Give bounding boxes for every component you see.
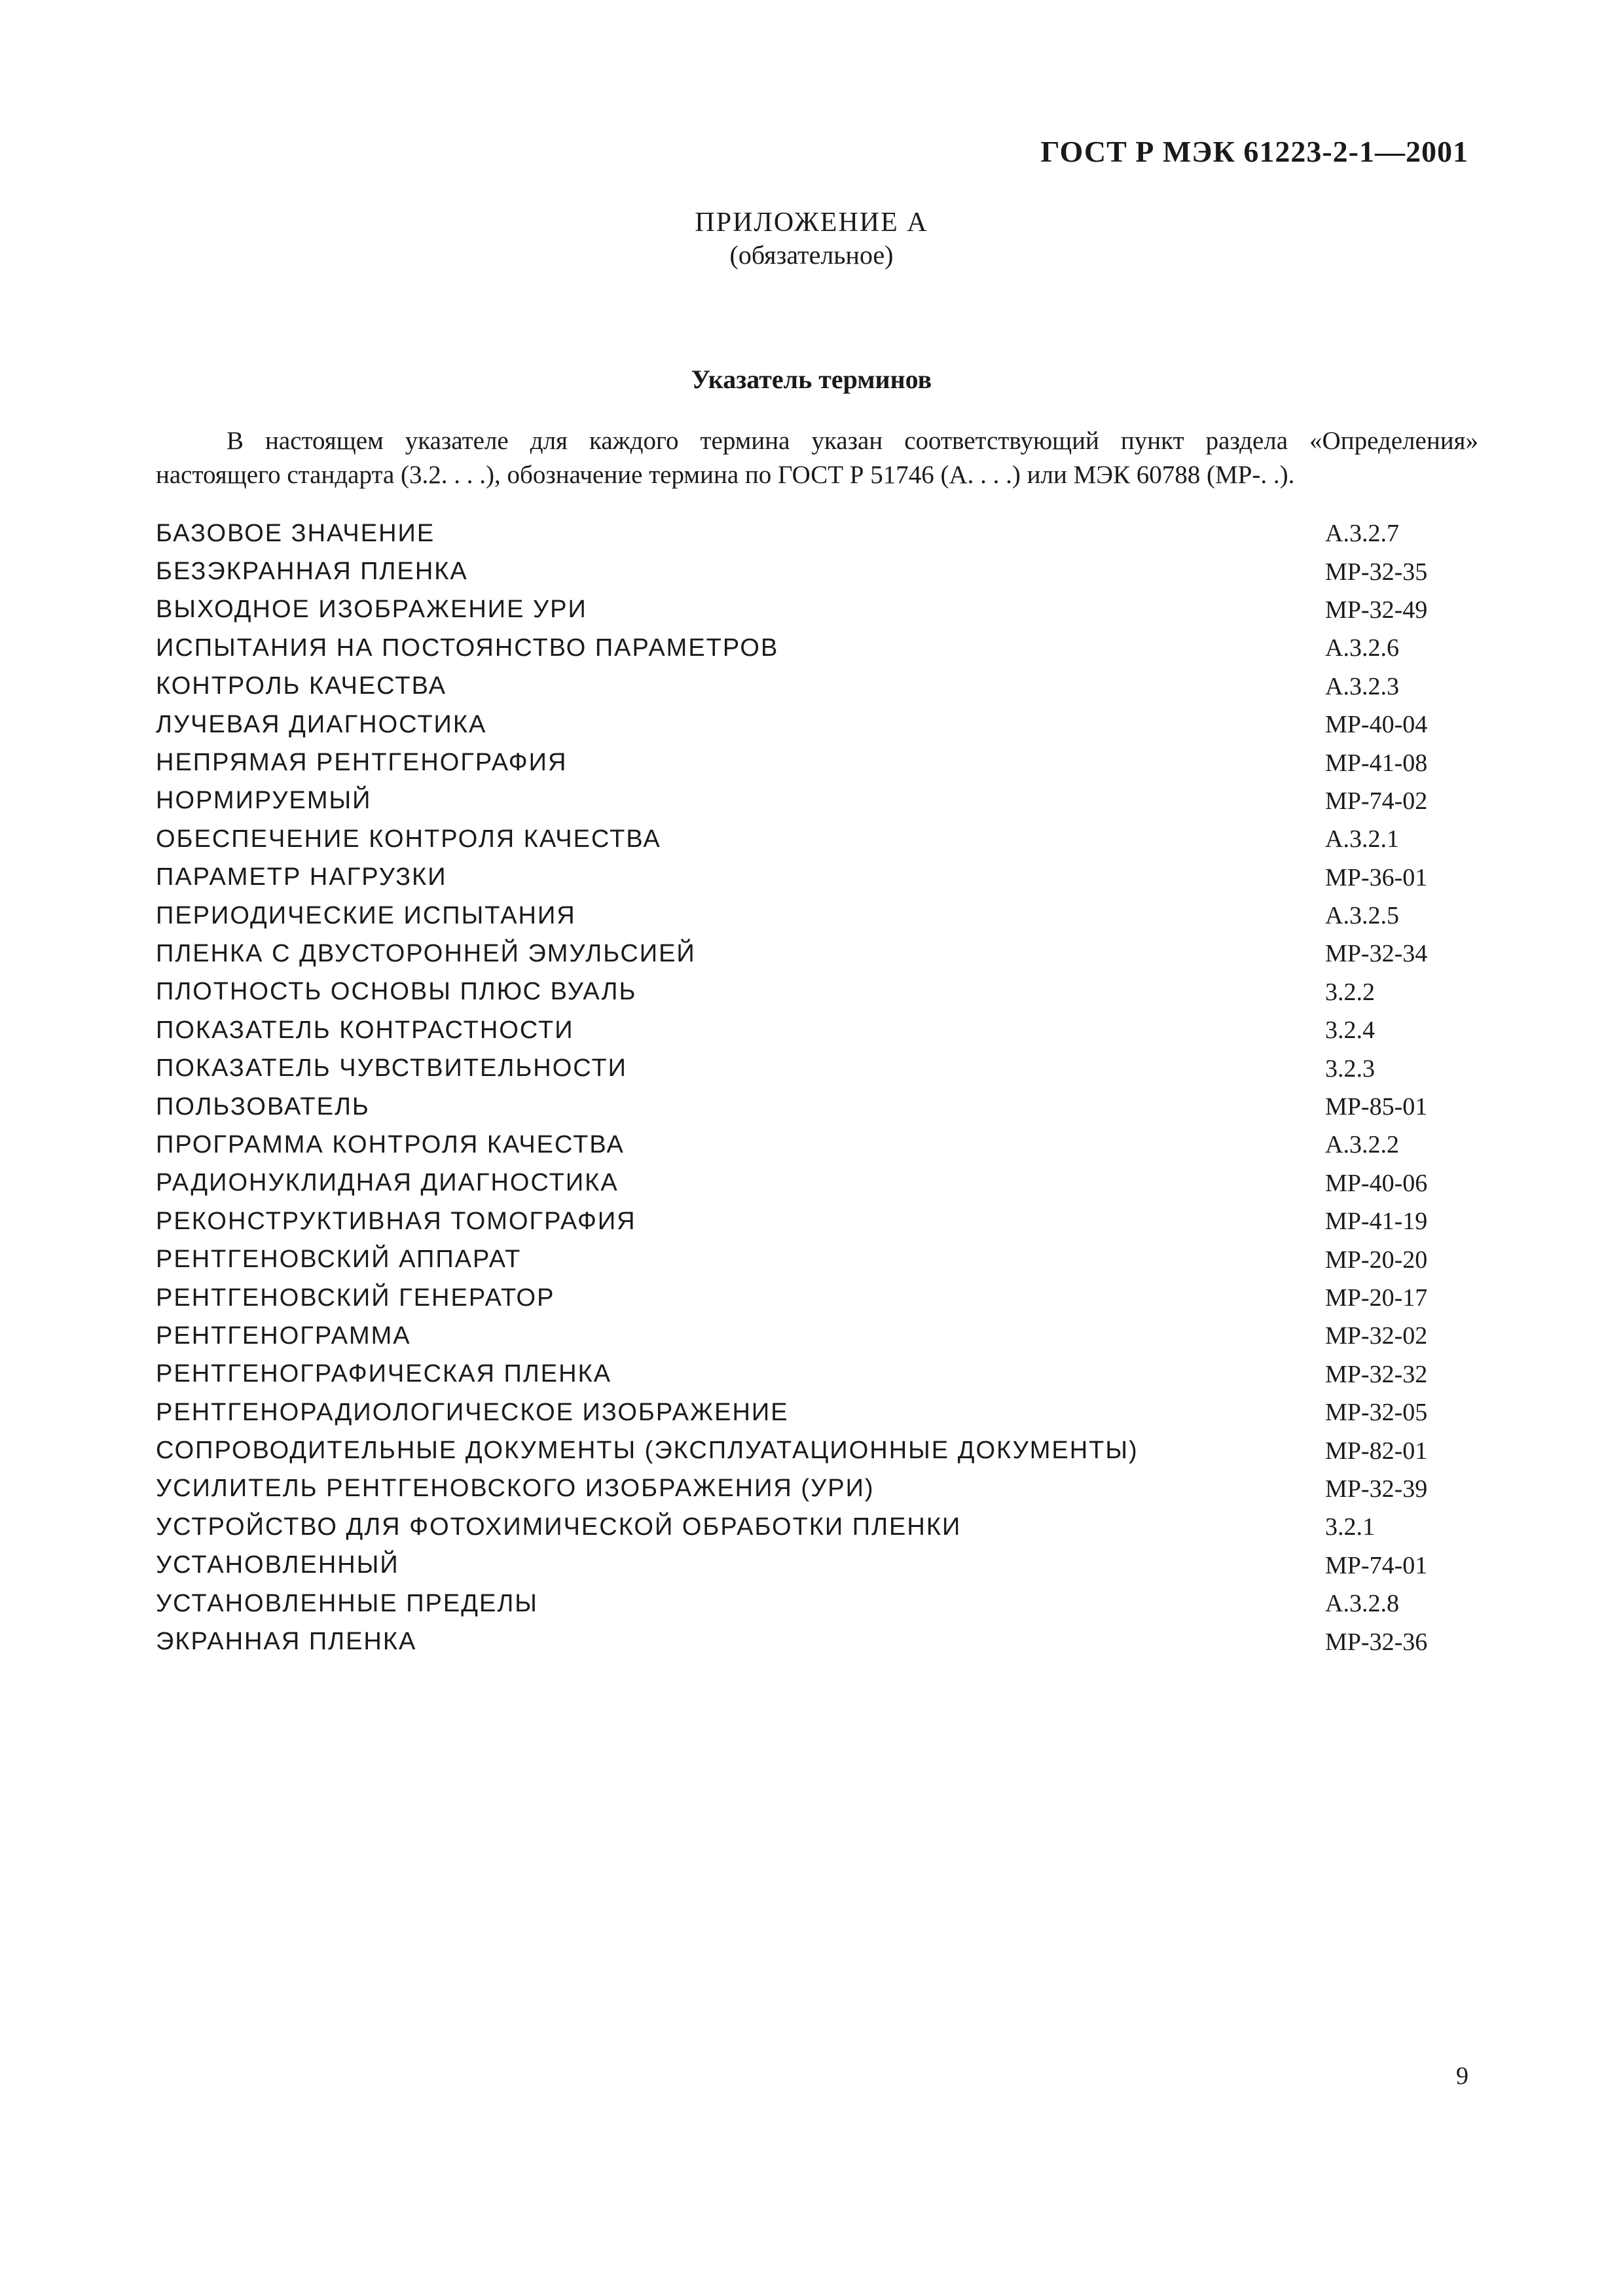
- term-row: [156, 1011, 1478, 1049]
- term-name: НЕПРЯМАЯ РЕНТГЕНОГРАФИЯ: [156, 749, 568, 777]
- term-row: [156, 1126, 1478, 1164]
- term-row: [156, 1623, 1478, 1660]
- section-title: Указатель терминов: [691, 365, 932, 394]
- term-name: УСТАНОВЛЕННЫЕ ПРЕДЕЛЫ: [156, 1589, 538, 1617]
- term-reference: А.3.2.8: [1325, 1590, 1399, 1618]
- annex-subtitle: (обязательное): [729, 240, 894, 270]
- term-name: ВЫХОДНОЕ ИЗОБРАЖЕНИЕ УРИ: [156, 596, 587, 624]
- term-name: ПАРАМЕТР НАГРУЗКИ: [156, 863, 447, 891]
- page-number: 9: [1456, 2062, 1468, 2090]
- term-reference: МР-36-01: [1325, 863, 1428, 891]
- term-row: [156, 935, 1478, 973]
- term-reference: А.3.2.2: [1325, 1131, 1399, 1159]
- term-name: РЕКОНСТРУКТИВНАЯ ТОМОГРАФИЯ: [156, 1207, 636, 1235]
- term-name: РЕНТГЕНОРАДИОЛОГИЧЕСКОЕ ИЗОБРАЖЕНИЕ: [156, 1398, 789, 1426]
- term-name: ПРОГРАММА КОНТРОЛЯ КАЧЕСТВА: [156, 1130, 625, 1158]
- document-code: ГОСТ Р МЭК 61223-2-1—2001: [1040, 135, 1468, 168]
- term-row: [156, 973, 1478, 1011]
- term-name: КОНТРОЛЬ КАЧЕСТВА: [156, 672, 447, 700]
- term-name: РЕНТГЕНОВСКИЙ АППАРАТ: [156, 1246, 522, 1274]
- term-row: [156, 1585, 1478, 1623]
- term-row: [156, 1088, 1478, 1126]
- term-name: ИСПЫТАНИЯ НА ПОСТОЯНСТВО ПАРАМЕТРОВ: [156, 634, 779, 662]
- term-name: РЕНТГЕНОГРАММА: [156, 1321, 411, 1350]
- annex-title: ПРИЛОЖЕНИЕ А: [695, 207, 928, 238]
- intro-line-1: В настоящем указателе для каждого термина указан соответствующий пункт раздела «Определения»: [227, 427, 1478, 455]
- term-name: ПОКАЗАТЕЛЬ ЧУВСТВИТЕЛЬНОСТИ: [156, 1054, 627, 1083]
- term-reference: 3.2.1: [1325, 1513, 1375, 1541]
- term-row: [156, 552, 1478, 590]
- term-row: [156, 706, 1478, 744]
- term-reference: МР-32-49: [1325, 596, 1428, 624]
- term-row: [156, 897, 1478, 935]
- term-name: ПЛОТНОСТЬ ОСНОВЫ ПЛЮС ВУАЛЬ: [156, 978, 637, 1006]
- term-reference: МР-41-19: [1325, 1208, 1428, 1236]
- term-name: БАЗОВОЕ ЗНАЧЕНИЕ: [156, 519, 435, 547]
- term-reference: А.3.2.1: [1325, 825, 1399, 853]
- term-row: [156, 1393, 1478, 1431]
- term-name: НОРМИРУЕМЫЙ: [156, 787, 372, 815]
- term-row: [156, 629, 1478, 667]
- term-reference: МР-32-36: [1325, 1628, 1428, 1656]
- term-reference: А.3.2.7: [1325, 520, 1399, 548]
- term-name: РАДИОНУКЛИДНАЯ ДИАГНОСТИКА: [156, 1169, 619, 1197]
- term-row: [156, 668, 1478, 706]
- term-name: ПОЛЬЗОВАТЕЛЬ: [156, 1092, 370, 1121]
- term-row: [156, 1547, 1478, 1585]
- term-reference: МР-82-01: [1325, 1437, 1428, 1465]
- term-reference: МР-41-08: [1325, 749, 1428, 777]
- term-row: [156, 1470, 1478, 1508]
- term-row: [156, 1508, 1478, 1546]
- term-name: УСТРОЙСТВО ДЛЯ ФОТОХИМИЧЕСКОЙ ОБРАБОТКИ ПЛЕНКИ: [156, 1513, 962, 1541]
- term-reference: МР-40-04: [1325, 711, 1428, 739]
- term-reference: А.3.2.6: [1325, 634, 1399, 662]
- term-reference: МР-32-34: [1325, 940, 1428, 968]
- term-name: УСТАНОВЛЕННЫЙ: [156, 1551, 399, 1579]
- term-row: [156, 782, 1478, 820]
- term-name: РЕНТГЕНОВСКИЙ ГЕНЕРАТОР: [156, 1283, 555, 1312]
- term-reference: МР-32-05: [1325, 1399, 1428, 1427]
- term-name: УСИЛИТЕЛЬ РЕНТГЕНОВСКОГО ИЗОБРАЖЕНИЯ (УРИ): [156, 1475, 875, 1503]
- term-reference: МР-74-01: [1325, 1551, 1428, 1579]
- term-reference: МР-32-02: [1325, 1322, 1428, 1350]
- term-name: БЕЗЭКРАННАЯ ПЛЕНКА: [156, 558, 468, 586]
- term-reference: МР-20-17: [1325, 1284, 1428, 1312]
- term-name: РЕНТГЕНОГРАФИЧЕСКАЯ ПЛЕНКА: [156, 1360, 612, 1388]
- term-name: СОПРОВОДИТЕЛЬНЫЕ ДОКУМЕНТЫ (ЭКСПЛУАТАЦИОННЫЕ ДОКУМЕНТЫ): [156, 1437, 1139, 1465]
- term-reference: МР-32-32: [1325, 1360, 1428, 1388]
- intro-line-2: настоящего стандарта (3.2. . . .), обозначение термина по ГОСТ Р 51746 (А. . . .) или МЭК 60788 (МР-. .).: [156, 461, 1295, 489]
- term-reference: МР-40-06: [1325, 1169, 1428, 1197]
- term-reference: А.3.2.3: [1325, 672, 1399, 700]
- term-row: [156, 1317, 1478, 1355]
- term-row: [156, 820, 1478, 858]
- term-reference: МР-85-01: [1325, 1093, 1428, 1121]
- term-index-list: [156, 514, 1478, 1661]
- term-row: [156, 1164, 1478, 1202]
- term-name: ЛУЧЕВАЯ ДИАГНОСТИКА: [156, 710, 487, 738]
- term-reference: МР-20-20: [1325, 1246, 1428, 1274]
- term-reference: 3.2.4: [1325, 1016, 1375, 1045]
- term-reference: 3.2.2: [1325, 978, 1375, 1006]
- term-row: [156, 1355, 1478, 1393]
- term-row: [156, 514, 1478, 552]
- term-row: [156, 1202, 1478, 1240]
- term-reference: МР-74-02: [1325, 787, 1428, 815]
- term-name: ПЕРИОДИЧЕСКИЕ ИСПЫТАНИЯ: [156, 901, 576, 929]
- term-name: ЭКРАННАЯ ПЛЕНКА: [156, 1628, 417, 1656]
- term-row: [156, 1279, 1478, 1317]
- term-row: [156, 1431, 1478, 1469]
- term-row: [156, 744, 1478, 781]
- term-row: [156, 1049, 1478, 1087]
- term-reference: 3.2.3: [1325, 1054, 1375, 1083]
- term-reference: МР-32-39: [1325, 1475, 1428, 1503]
- term-row: [156, 591, 1478, 629]
- term-row: [156, 859, 1478, 897]
- term-name: ОБЕСПЕЧЕНИЕ КОНТРОЛЯ КАЧЕСТВА: [156, 825, 661, 853]
- intro-paragraph: [156, 424, 1478, 492]
- term-name: ПОКАЗАТЕЛЬ КОНТРАСТНОСТИ: [156, 1016, 574, 1044]
- term-name: ПЛЕНКА С ДВУСТОРОННЕЙ ЭМУЛЬСИЕЙ: [156, 939, 696, 967]
- term-row: [156, 1240, 1478, 1278]
- term-reference: МР-32-35: [1325, 558, 1428, 586]
- term-reference: А.3.2.5: [1325, 902, 1399, 930]
